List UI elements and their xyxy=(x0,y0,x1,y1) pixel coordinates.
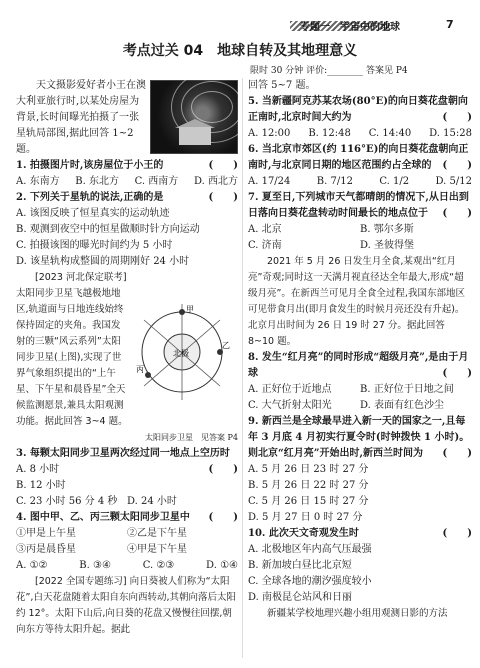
north-pole-label: 北极 xyxy=(173,349,189,358)
sat-a-label: 甲 xyxy=(186,305,194,314)
diagram-caption: 太阳同步卫星 见答案 P4 xyxy=(144,433,238,442)
q4-stem: 4. 图中甲、乙、丙三颗太阳同步卫星中 ( ) xyxy=(16,512,238,523)
q6-option-a[interactable]: A. 17/24 xyxy=(248,176,291,187)
q7-options xyxy=(248,222,472,254)
q9-option-d[interactable]: D. 5 月 27 日 0 时 27 分 xyxy=(248,512,363,523)
q1-options xyxy=(16,174,238,190)
intro-3: [2022 全国专题练习] 向日葵被人们称为“太阳花”,白天花盘随着太阳自东向西转动,其朝向落后太阳约 12°。太阳下山后,向日葵的花盘又慢慢往回摆,朝向东方等待太阳升起。据此 xyxy=(16,576,236,635)
q8-option-a[interactable]: A. 正好位于近地点 xyxy=(248,384,332,395)
page-number: 7 xyxy=(446,18,454,31)
q7-stem: 7. 夏至日,下列城市天气都晴朗的情况下,从日出到日落向日葵花盘转动时间最长的地点位于 ( ) xyxy=(248,192,472,219)
q7-option-b[interactable]: B. 鄂尔多斯 xyxy=(360,224,414,235)
q5-option-c[interactable]: C. 14:40 xyxy=(368,128,412,139)
q10-stem: 10. 此次天文奇观发生时 ( ) xyxy=(248,528,472,539)
q8-option-c[interactable]: C. 大气折射太阳光 xyxy=(248,400,332,411)
q3-option-d[interactable]: D. 24 小时 xyxy=(127,496,177,507)
q4-option-b[interactable]: B. ③④ xyxy=(79,560,111,571)
q5-options xyxy=(248,126,472,142)
q9-option-a[interactable]: A. 5 月 26 日 23 时 27 分 xyxy=(248,464,369,475)
page-header xyxy=(0,0,480,40)
q9-option-c[interactable]: C. 5 月 26 日 15 时 27 分 xyxy=(248,496,369,507)
column-divider xyxy=(242,78,243,658)
q2-option-d[interactable]: D. 该星轨构成整圆的周期刚好 24 小时 xyxy=(16,256,190,267)
q2-option-b[interactable]: B. 观测到夜空中的恒星做顺时针方向运动 xyxy=(16,224,200,235)
q2-option-a[interactable]: A. 该图反映了恒星真实的运动轨迹 xyxy=(16,208,170,219)
q6-option-b[interactable]: B. 7/12 xyxy=(316,176,353,187)
q1-option-a[interactable]: A. 东南方 xyxy=(16,176,60,187)
answer-ref: 答案见 P4 xyxy=(365,66,408,76)
q5-stem: 5. 当新疆阿克苏某农场(80°E)的向日葵花盘朝向正南时,北京时间大约为 ( ) xyxy=(248,96,472,123)
q1-stem: 1. 拍摄图片时,该房屋位于小王的 ( ) xyxy=(16,160,238,171)
q4-option-c[interactable]: C. ②③ xyxy=(142,560,175,571)
left-column xyxy=(16,78,238,638)
q6-stem: 6. 当北京市郊区(约 116°E)的向日葵花盘朝向正南时,与北京同日期的地区范围约占全球的 ( ) xyxy=(248,144,472,171)
meta-line xyxy=(250,63,408,76)
q4-item-3: ③丙是晨昏星 xyxy=(16,544,76,555)
q8-options xyxy=(248,382,472,414)
q4-items xyxy=(16,526,238,558)
q3-stem: 3. 每颗太阳同步卫星两次经过同一地点上空历时 ( ) xyxy=(16,448,238,475)
q3-option-c[interactable]: C. 23 小时 56 分 4 秒 xyxy=(16,496,118,507)
q6-option-c[interactable]: C. 1/2 xyxy=(379,176,410,187)
time-limit: 限时 30 分钟 xyxy=(250,66,304,76)
q4-item-4: ④甲是下午星 xyxy=(127,544,187,555)
q1-option-b[interactable]: B. 东北方 xyxy=(75,176,119,187)
q4-option-a[interactable]: A. ①② xyxy=(16,560,48,571)
q8-option-d[interactable]: D. 表面有红色沙尘 xyxy=(360,400,445,411)
q10-option-b[interactable]: B. 新加坡白昼比北京短 xyxy=(248,560,352,571)
q6-option-d[interactable]: D. 5/12 xyxy=(435,176,472,187)
q5-option-d[interactable]: D. 15:28 xyxy=(429,128,472,139)
q1-option-c[interactable]: C. 西南方 xyxy=(134,176,179,187)
right-column xyxy=(248,78,472,622)
q3-option-b[interactable]: B. 12 小时 xyxy=(16,480,66,491)
q9-stem: 9. 新西兰是全球最早进入新一天的国家之一,且每年 3 月底 4 月初实行夏令时(时钟拨快 1 小时)。则北京“红月亮”开始出时,新西兰时间为 ( ) xyxy=(248,416,472,459)
q4-item-2: ②乙是下午星 xyxy=(127,528,187,539)
q2-option-c[interactable]: C. 拍摄该图的曝光时间约为 5 小时 xyxy=(16,240,173,251)
q1-option-d[interactable]: D. 西北方 xyxy=(193,176,238,187)
q2-stem: 2. 下列关于星轨的说法,正确的是 ( ) xyxy=(16,192,238,203)
q10-option-a[interactable]: A. 北极地区年内高气压最强 xyxy=(248,544,372,555)
q4-options xyxy=(16,558,238,574)
q10-option-d[interactable]: D. 南极昆仑站风和日丽 xyxy=(248,592,353,603)
q7-option-c[interactable]: C. 济南 xyxy=(248,240,282,251)
page-title: 考点过关 04 地球自转及其地理意义 xyxy=(122,43,358,59)
q3-option-a[interactable]: A. 8 小时 xyxy=(16,464,60,475)
q8-option-b[interactable]: B. 正好位于日地之间 xyxy=(360,384,454,395)
q9-option-b[interactable]: B. 5 月 26 日 22 时 27 分 xyxy=(248,480,369,491)
q6-options xyxy=(248,174,472,190)
intro-1: 天文摄影爱好者小王在澳大利亚旅行时,以某处房屋为背景,长时间曝光拍摄了一张星轨局部图,据此回答 1~2 题。 xyxy=(16,80,146,155)
intro-3-continued: 回答 5~7 题。 xyxy=(248,80,316,91)
intro-4: 2021 年 5 月 26 日发生月全食,某观出“红月亮”奇观;同时这一天满月视直径达全年最大,形成“超级月亮”。在新西兰可见月全食全过程,我国东部地区可见带食月出(即月食发生的时候月亮还没有升起)。北京月出时间为 26 日 19 时 27 分。据此回答 8~10 题。 xyxy=(248,256,465,347)
score-field: 评价:________ xyxy=(306,66,364,76)
q10-option-c[interactable]: C. 全球各地的潮汐强度较小 xyxy=(248,576,372,587)
section-title: 专题一 宇宙中的地球 xyxy=(300,22,400,33)
intro-2: [2023 河北保定联考] 太阳同步卫星飞越极地地区,轨道面与日地连线始终保持固定的夹角。我国发射的三颗“风云系列”太阳同步卫星(上图),实现了世界气象组织提出的“上午星、下午星和晨昏星”全天候监测愿景,兼具太阳观测功能。据此回答 3~4 题。 xyxy=(16,272,128,427)
q5-option-b[interactable]: B. 12:48 xyxy=(308,128,351,139)
sat-c-label: 丙 xyxy=(136,365,144,374)
q3-options xyxy=(16,462,238,510)
tail-text: 新疆某学校地理兴趣小组用观测日影的方法 xyxy=(267,608,448,619)
q8-stem: 8. 发生“红月亮”的同时形成“超级月亮”,是由于月球 ( ) xyxy=(248,352,472,379)
q7-option-d[interactable]: D. 圣彼得堡 xyxy=(360,240,415,251)
sat-b-label: 乙 xyxy=(222,341,230,350)
q4-item-1: ①甲是上午星 xyxy=(16,528,76,539)
q7-option-a[interactable]: A. 北京 xyxy=(248,224,282,235)
q5-option-a[interactable]: A. 12:00 xyxy=(248,128,291,139)
q4-option-d[interactable]: D. ①④ xyxy=(206,560,238,571)
